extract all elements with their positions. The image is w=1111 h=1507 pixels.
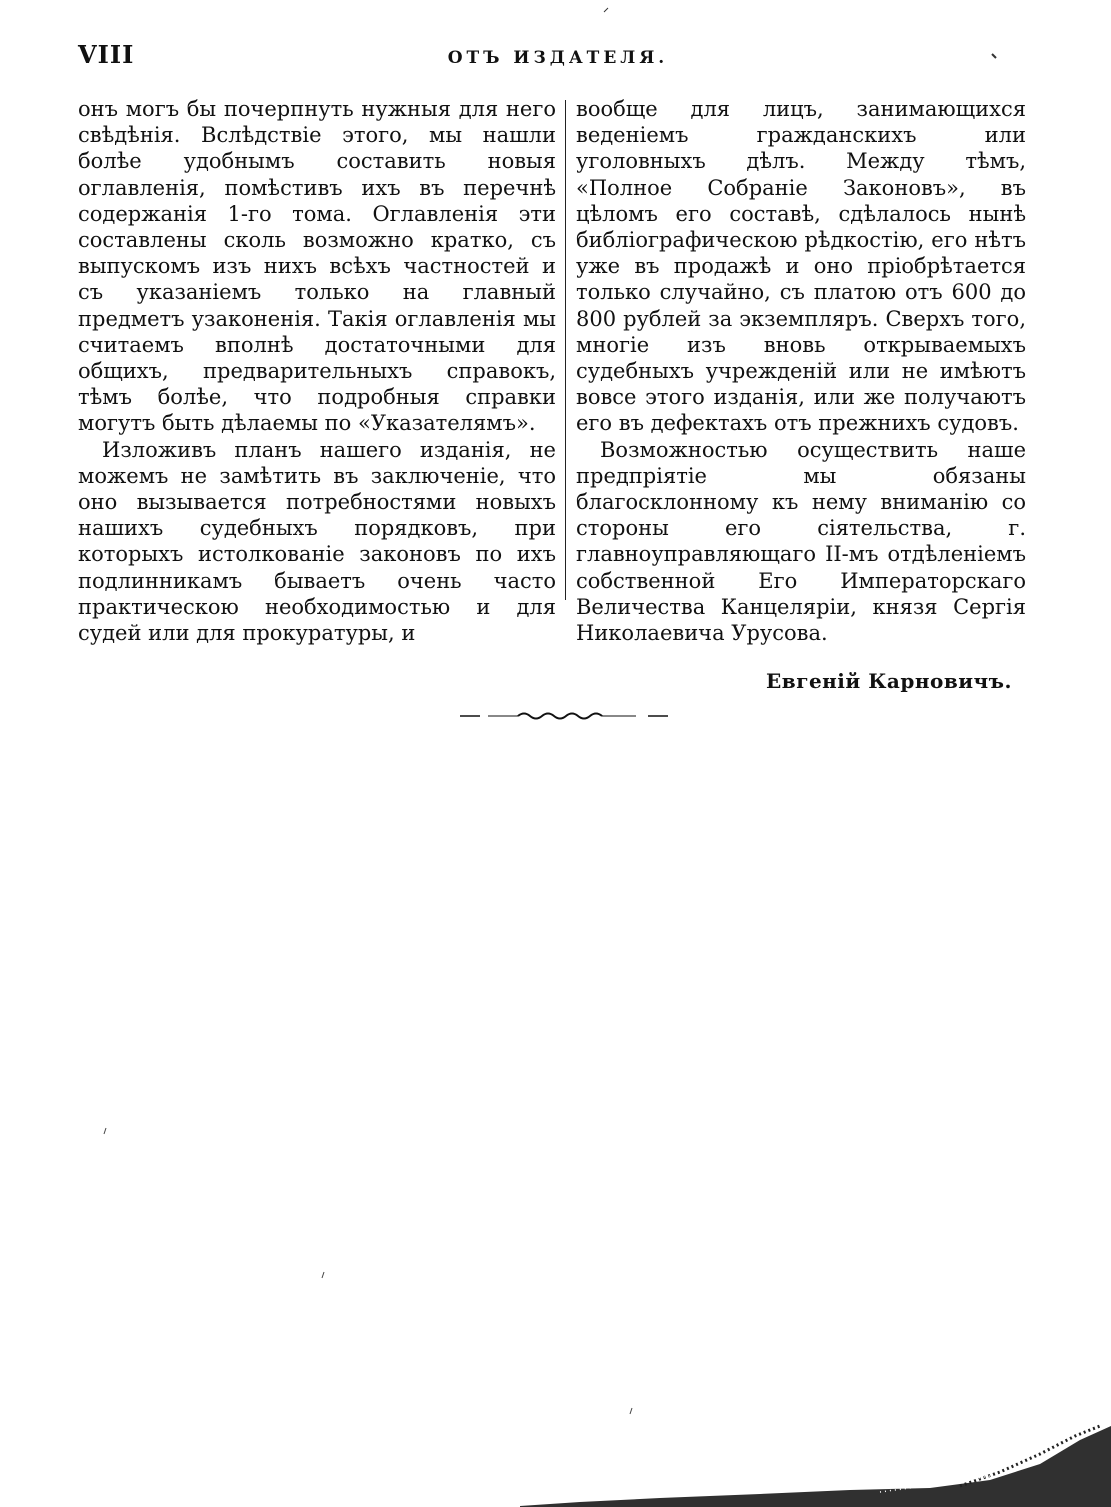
right-column <box>576 96 1026 694</box>
running-title: ОТЪ ИЗДАТЕЛЯ. <box>447 48 669 68</box>
paragraph: вообще для лицъ, занимающихся веденіемъ гражданскихъ или уголовныхъ дѣлъ. Между тѣмъ, «Полное Собраніе Законовъ», въ цѣломъ его составѣ, сдѣлалось нынѣ библіографическою рѣдкостію, его нѣтъ уже въ продажѣ и оно пріобрѣтается только случайно, съ платою отъ 600 до 800 рублей за экземпляръ. Сверхъ того, многіе изъ вновь открываемыхъ судебныхъ учрежденій или не имѣютъ вовсе этого изданія, или же получаютъ его въ дефектахъ отъ прежнихъ судовъ. <box>576 97 1026 436</box>
author-signature: Евгеній Карновичъ. <box>766 669 1012 694</box>
paragraph: Возможностью осуществить наше предпріятіе мы обязаны благосклонному къ нему вниманію со стороны его сіятельства, г. главноуправляющаго II-мъ отдѣленіемъ собственной Его Императорскаго Величества Канцеляріи, князя Сергія Николаевича Урусова. <box>576 437 1026 646</box>
column-divider <box>565 100 566 600</box>
page-number: VIII <box>78 40 135 69</box>
page-header <box>78 40 1038 80</box>
section-end-ornament <box>458 706 670 726</box>
paragraph: онъ могъ бы почерпнуть нужныя для него свѣдѣнія. Вслѣдствіе этого, мы нашли болѣе удобнымъ составить новыя оглавленія, помѣстивъ ихъ въ перечнѣ содержанія 1-го тома. Оглавленія эти составлены сколь возможно кратко, съ выпускомъ изъ нихъ всѣхъ частностей и съ указаніемъ только на главный предметъ узаконенія. Такія оглавленія мы считаемъ вполнѣ достаточными для общихъ, предварительныхъ справокъ, тѣмъ болѣе, что подробныя справки могутъ быть дѣлаемы по «Указателямъ». <box>78 97 556 436</box>
paragraph: Изложивъ планъ нашего изданія, не можемъ не замѣтить въ заключеніе, что оно вызывается потребностями новыхъ нашихъ судебныхъ порядковъ, при которыхъ истолкованіе законовъ по ихъ подлинникамъ бываетъ очень часто практическою необходимостью и для судей или для прокуратуры, и <box>78 437 556 646</box>
scan-edge-shadow <box>520 1420 1111 1507</box>
left-column <box>78 96 556 646</box>
